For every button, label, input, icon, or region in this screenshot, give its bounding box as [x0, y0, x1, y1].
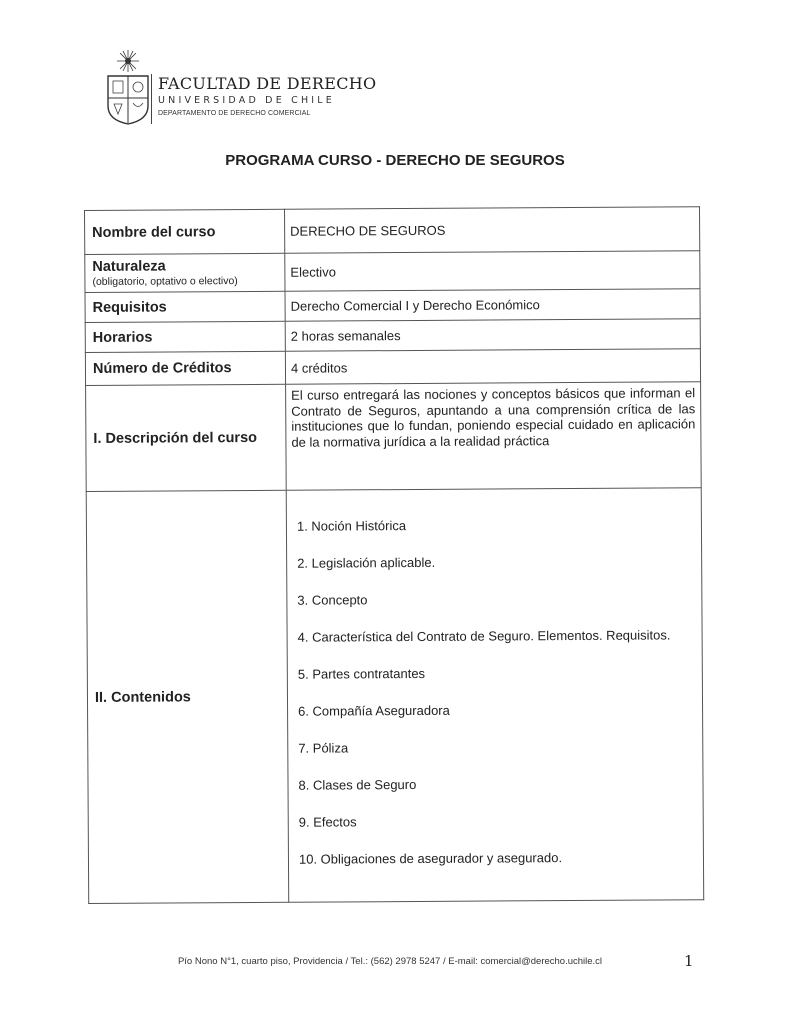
header-divider	[151, 74, 152, 124]
list-item: 10. Obligaciones de asegurador y asegurado.	[298, 850, 563, 867]
list-item: 8. Clases de Seguro	[298, 776, 417, 793]
requisitos-label: Requisitos	[85, 291, 285, 322]
department-name: DEPARTAMENTO DE DERECHO COMERCIAL	[158, 110, 311, 117]
nombre-label: Nombre del curso	[85, 209, 285, 254]
list-item: 1. Noción Histórica	[296, 518, 407, 534]
horarios-label: Horarios	[85, 321, 285, 352]
creditos-label: Número de Créditos	[85, 351, 285, 385]
naturaleza-cell	[85, 253, 285, 292]
list-item: 9. Efectos	[298, 814, 357, 830]
naturaleza-label: Naturaleza	[92, 258, 166, 275]
contenidos-list-cell	[286, 488, 704, 903]
page-title-text: PROGRAMA CURSO - DERECHO DE SEGUROS	[225, 152, 565, 169]
list-item: 4. Característica del Contrato de Seguro. Elementos. Requisitos.	[297, 627, 671, 645]
page-number: 1	[684, 952, 694, 970]
table-row-contenidos	[86, 488, 704, 904]
table-row-requisitos	[85, 289, 700, 323]
list-item: 6. Compañía Aseguradora	[298, 702, 450, 719]
university-name: UNIVERSIDAD DE CHILE	[158, 95, 335, 106]
requisitos-value: Derecho Comercial I y Derecho Económico	[285, 289, 700, 322]
table-row-horarios	[85, 319, 700, 353]
contenidos-label: II. Contenidos	[86, 490, 289, 903]
descripcion-value: El curso entregará las nociones y conceptos básicos que informan el Contrato de Seguros, apuntando a una comprensión crítica de las instituciones que lo fundan, poniendo especial cuidado en aplicación de la normativa jurídica a la realidad práctica	[286, 382, 702, 491]
footer	[0, 956, 800, 967]
page-title	[0, 152, 800, 169]
table-row-descripcion	[86, 382, 702, 492]
nombre-value: DERECHO DE SEGUROS	[284, 207, 699, 254]
contenidos-list	[297, 516, 698, 866]
table-row-nombre	[85, 207, 700, 255]
list-item: 7. Póliza	[298, 740, 349, 756]
faculty-name: FACULTAD DE DERECHO	[158, 74, 377, 93]
naturaleza-sublabel: (obligatorio, optativo o electivo)	[92, 275, 238, 288]
horarios-value: 2 horas semanales	[285, 319, 700, 352]
faculty-header	[158, 74, 376, 117]
descripcion-label: I. Descripción del curso	[86, 384, 287, 491]
footer-contact: Pío Nono N°1, cuarto piso, Providencia / Tel.: (562) 2978 5247 / E-mail: comercial@derecho.uchile.cl	[177, 956, 603, 967]
table-row-naturaleza	[85, 251, 700, 293]
creditos-value: 4 créditos	[285, 349, 700, 385]
table-row-creditos	[85, 349, 700, 386]
list-item: 3. Concepto	[297, 592, 368, 608]
university-crest-logo	[104, 48, 152, 126]
course-program-table	[84, 206, 704, 904]
list-item: 2. Legislación aplicable.	[297, 554, 436, 571]
naturaleza-value: Electivo	[285, 251, 700, 292]
list-item: 5. Partes contratantes	[297, 665, 426, 682]
